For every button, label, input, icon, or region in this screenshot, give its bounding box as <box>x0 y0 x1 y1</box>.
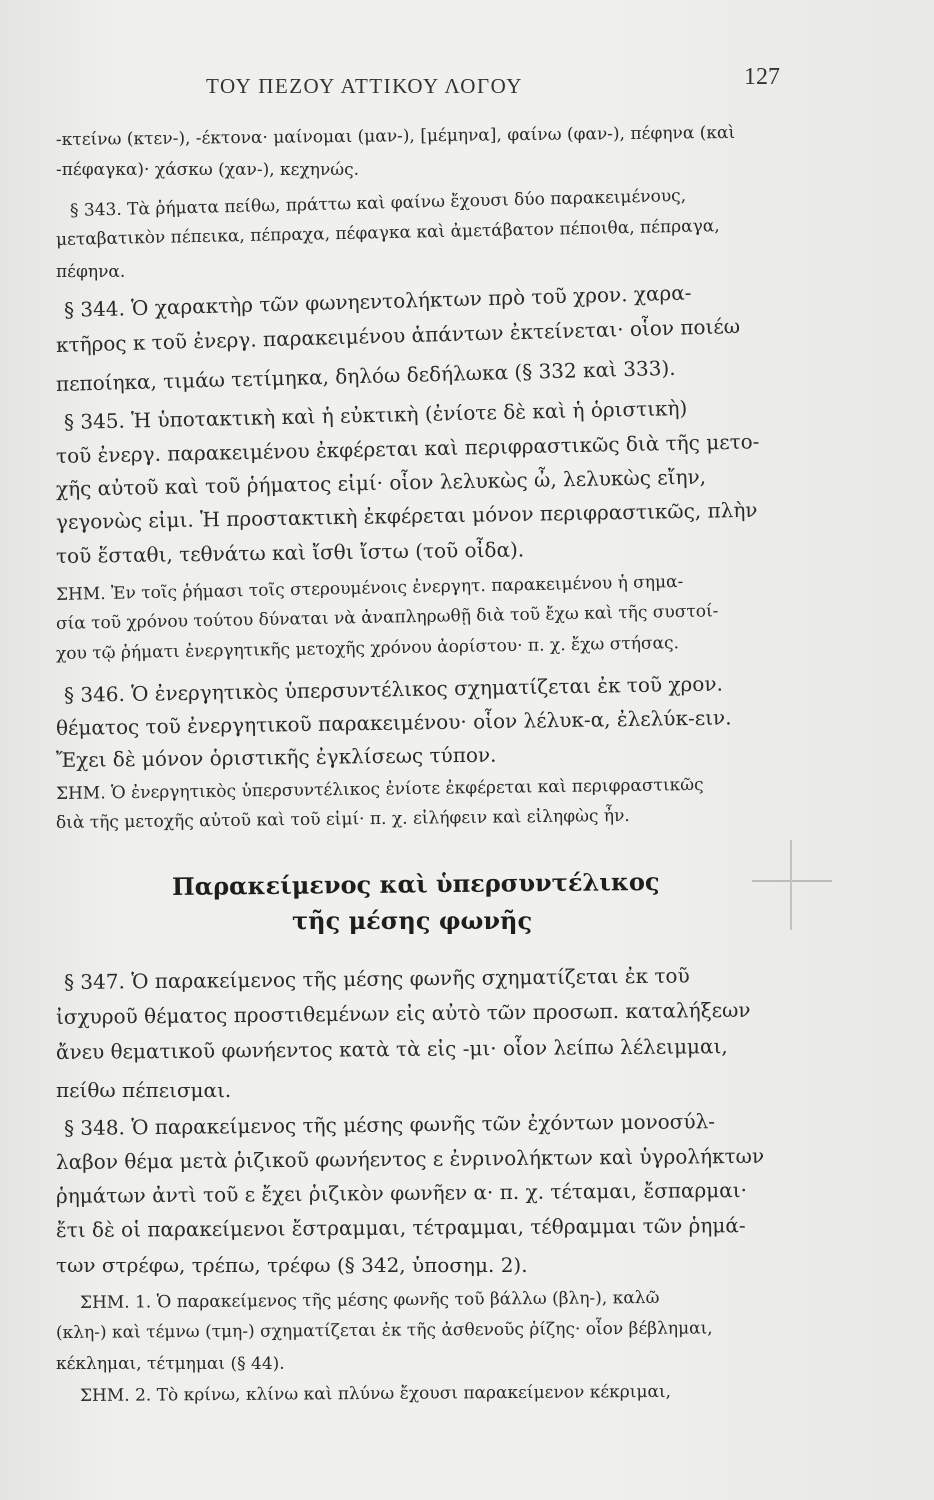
text-line: Ἔχει δὲ μόνον ὁριστικῆς ἐγκλίσεως τύπον. <box>55 742 497 772</box>
text-line: (κλη-) καὶ τέμνω (τμη-) σχηματίζεται ἐκ τῆς ἀσθενοῦς ῥίζης· οἷον βέβλημαι, <box>55 1318 713 1343</box>
section-subheading: τῆς μέσης φωνῆς <box>292 906 533 935</box>
text-line: ΣΗΜ. Ὁ ἐνεργητικὸς ὑπερσυντέλικος ἐνίοτε ἐκφέρεται καὶ περιφραστικῶς <box>55 774 704 804</box>
text-line: χῆς αὐτοῦ καὶ τοῦ ῥήματος εἰμί· οἷον λελυκὼς ὦ, λελυκὼς εἴην, <box>55 464 707 501</box>
text-line: των στρέφω, τρέπω, τρέφω (§ 342, ὑποσημ. 2). <box>56 1253 528 1277</box>
text-line: διὰ τῆς μετοχῆς αὐτοῦ καὶ τοῦ εἰμί· π. χ. εἰλήφειν καὶ εἰληφὼς ἦν. <box>55 805 630 833</box>
page-number: 127 <box>744 64 780 90</box>
text-line: ῥημάτων ἀντὶ τοῦ ε ἔχει ῥιζικὸν φωνῆεν α· π. χ. τέταμαι, ἔσπαρμαι· <box>55 1177 748 1208</box>
text-line: ἰσχυροῦ θέματος προστιθεμένων εἰς αὐτὸ τῶν προσωπ. καταλήξεων <box>55 997 751 1029</box>
text-line: § 344. Ὁ χαρακτὴρ τῶν φωνηεντολήκτων πρὸ τοῦ χρον. χαρα- <box>63 280 692 322</box>
text-line: § 347. Ὁ παρακείμενος τῆς μέσης φωνῆς σχηματίζεται ἐκ τοῦ <box>63 963 690 994</box>
text-line: ΣΗΜ. 2. Τὸ κρίνω, κλίνω καὶ πλύνω ἔχουσι παρακείμενον κέκριμαι, <box>79 1381 672 1406</box>
text-line: λαβον θέμα μετὰ ῥιζικοῦ φωνήεντος ε ἐνρινολήκτων καὶ ὑγρολήκτων <box>55 1143 765 1174</box>
pencil-mark <box>790 840 792 930</box>
text-line: § 345. Ἡ ὑποτακτικὴ καὶ ἡ εὐκτικὴ (ἐνίοτε δὲ καὶ ἡ ὁριστικὴ) <box>63 395 688 434</box>
text-line: § 346. Ὁ ἐνεργητικὸς ὑπερσυντέλικος σχηματίζεται ἐκ τοῦ χρον. <box>63 671 724 707</box>
text-line: σία τοῦ χρόνου τούτου δύναται νὰ ἀναπληρωθῇ διὰ τοῦ ἔχω καὶ τῆς συστοί- <box>55 601 719 634</box>
text-line: πεποίηκα, τιμάω τετίμηκα, δηλόω δεδήλωκα (§ 332 καὶ 333). <box>55 355 676 396</box>
text-line: κτῆρος κ τοῦ ἐνεργ. παρακειμένου ἁπάντων ἐκτείνεται· οἷον ποιέω <box>55 313 741 357</box>
text-line: -πέφαγκα)· χάσκω (χαν-), κεχηνώς. <box>56 160 360 180</box>
text-line: ΣΗΜ. 1. Ὁ παρακείμενος τῆς μέσης φωνῆς τοῦ βάλλω (βλη-), καλῶ <box>79 1287 660 1313</box>
text-line: μεταβατικὸν πέπεικα, πέπραχα, πέφαγκα καὶ ἀμετάβατον πέποιθα, πέπραγα, <box>55 216 720 250</box>
text-line: § 348. Ὁ παρακείμενος τῆς μέσης φωνῆς τῶν ἐχόντων μονοσύλ- <box>63 1109 716 1140</box>
text-line: πέφηνα. <box>56 262 126 282</box>
text-line: τοῦ ἕσταθι, τεθνάτω καὶ ἴσθι ἴστω (τοῦ οἶδα). <box>55 537 525 568</box>
text-line: γεγονὼς εἰμι. Ἡ προστακτικὴ ἐκφέρεται μόνον περιφραστικῶς, πλὴν <box>55 497 758 534</box>
section-heading: Παρακείμενος καὶ ὑπερσυντέλικος <box>171 866 660 901</box>
text-line: § 343. Τὰ ῥήματα πείθω, πράττω καὶ φαίνω ἔχουσι δύο παρακειμένους, <box>69 185 687 221</box>
text-line: ἔτι δὲ οἱ παρακείμενοι ἔστραμμαι, τέτραμμαι, τέθραμμαι τῶν ῥημά- <box>55 1213 746 1242</box>
text-line: θέματος τοῦ ἐνεργητικοῦ παρακειμένου· οἷον λέλυκ-α, ἐλελύκ-ειν. <box>55 705 732 740</box>
running-title: ΤΟΥ ΠΕΖΟΥ ΑΤΤΙΚΟΥ ΛΟΓΟΥ <box>206 74 523 98</box>
text-line: κέκλημαι, τέτμημαι (§ 44). <box>56 1354 285 1374</box>
text-line: πείθω πέπεισμαι. <box>56 1078 232 1102</box>
text-line: χου τῷ ῥήματι ἐνεργητικῆς μετοχῆς χρόνου ἀορίστου· π. χ. ἔχω στήσας. <box>55 633 680 664</box>
pencil-mark <box>752 880 832 882</box>
text-line: ΣΗΜ. Ἐν τοῖς ῥήμασι τοῖς στερουμένοις ἐνεργητ. παρακειμένου ἡ σημα- <box>55 571 684 605</box>
text-line: τοῦ ἐνεργ. παρακειμένου ἐκφέρεται καὶ περιφραστικῶς διὰ τῆς μετο- <box>55 429 760 468</box>
text-line: ἄνευ θεματικοῦ φωνήεντος κατὰ τὰ εἰς -μι· οἷον λείπω λέλειμμαι, <box>55 1034 728 1064</box>
text-line: -κτείνω (κτεν-), -έκτονα· μαίνομαι (μαν-), [μέμηνα], φαίνω (φαν-), πέφηνα (καὶ <box>55 122 736 150</box>
